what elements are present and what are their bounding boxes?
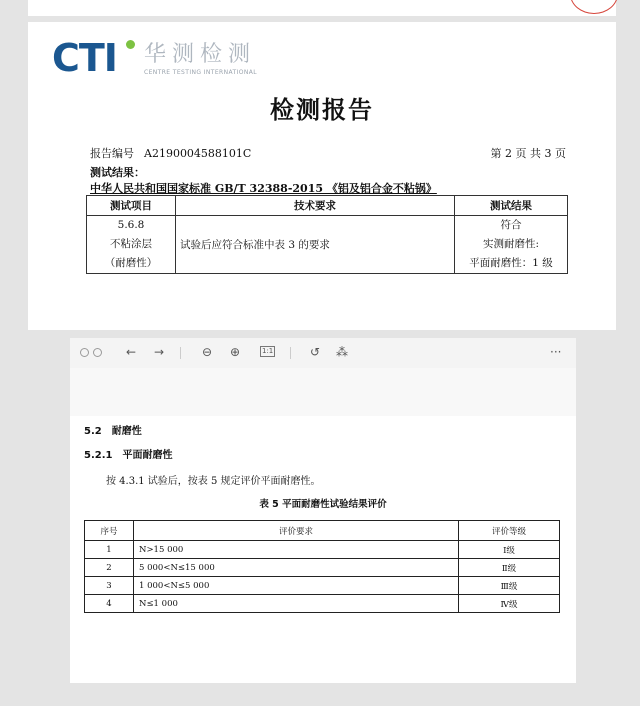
viewer-toolbar — [70, 338, 576, 368]
toolbar-divider — [290, 347, 291, 359]
back-arrow-icon[interactable]: ← — [126, 345, 137, 359]
row-no: 1 — [85, 541, 134, 559]
table-row — [85, 559, 560, 577]
report-title: 检测报告 — [270, 96, 374, 124]
section-number: 5.2 — [84, 426, 102, 437]
viewer-top-margin — [70, 368, 576, 416]
window-minimize-icon[interactable] — [93, 348, 102, 357]
table-header-row — [87, 196, 568, 216]
header-no: 序号 — [85, 521, 134, 541]
row-grade: Ⅰ级 — [459, 541, 560, 559]
result-verdict: 符合 — [500, 219, 522, 231]
row-requirement: N>15 000 — [134, 541, 459, 559]
table-row — [85, 577, 560, 595]
header-grade: 评价等级 — [459, 521, 560, 541]
result-cell — [455, 216, 568, 274]
toolbar-divider — [180, 347, 181, 359]
previous-page-strip — [28, 0, 616, 16]
subsection-number: 5.2.1 — [84, 450, 113, 461]
row-grade: Ⅱ级 — [459, 559, 560, 577]
row-requirement: 1 000<N≤5 000 — [134, 577, 459, 595]
evaluation-table — [84, 520, 560, 613]
row-grade: Ⅳ级 — [459, 595, 560, 613]
magic-wand-icon[interactable]: ⁂ — [336, 345, 348, 359]
standard-title: 中华人民共和国国家标准 GB/T 32388-2015 《铝及铝合金不粘锅》 — [90, 182, 437, 195]
report-number-value: A2190004588101C — [144, 147, 252, 160]
result-measured-label: 实测耐磨性: — [482, 238, 540, 250]
header-test-item: 测试项目 — [87, 196, 176, 216]
test-item-clause: 5.6.8 — [117, 219, 145, 231]
header-result: 测试结果 — [455, 196, 568, 216]
test-item-name: 不粘涂层 — [110, 238, 152, 250]
logo-brand: CTI — [52, 36, 117, 80]
table-caption: 表 5 平面耐磨性试验结果评价 — [259, 499, 387, 510]
table-row — [85, 595, 560, 613]
subsection-title: 平面耐磨性 — [122, 450, 173, 461]
row-no: 4 — [85, 595, 134, 613]
report-number — [90, 145, 251, 161]
test-item-sub: （耐磨性） — [104, 257, 158, 269]
result-label: 测试结果： — [90, 166, 145, 179]
table-row — [87, 216, 568, 274]
header-evaluation-requirement: 评价要求 — [134, 521, 459, 541]
header-requirement: 技术要求 — [176, 196, 455, 216]
row-grade: Ⅲ级 — [459, 577, 560, 595]
report-page — [28, 22, 616, 330]
stamp-seal-arc — [570, 0, 618, 14]
cti-logo — [52, 38, 292, 78]
rotate-icon[interactable]: ↺ — [310, 345, 321, 359]
result-measured-value: 平面耐磨性：1 级 — [469, 257, 553, 269]
table-row — [85, 541, 560, 559]
document-viewer — [70, 338, 576, 683]
result-table — [86, 195, 568, 274]
section-heading — [84, 422, 142, 437]
row-requirement: 5 000<N≤15 000 — [134, 559, 459, 577]
row-no: 2 — [85, 559, 134, 577]
forward-arrow-icon[interactable]: → — [154, 345, 165, 359]
actual-size-icon[interactable]: 1:1 — [262, 347, 274, 355]
section-title: 耐磨性 — [111, 426, 142, 437]
row-requirement: N≤1 000 — [134, 595, 459, 613]
logo-cn-name: 华测检测 — [144, 42, 257, 67]
test-item-cell — [87, 216, 176, 274]
page-info: 第 2 页 共 3 页 — [490, 147, 566, 160]
zoom-out-icon[interactable]: ⊖ — [202, 345, 213, 359]
report-number-label: 报告编号 — [90, 147, 134, 160]
requirement-cell: 试验后应符合标准中表 3 的要求 — [176, 216, 455, 274]
more-options-icon[interactable]: ··· — [550, 345, 562, 359]
paragraph: 按 4.3.1 试验后，按表 5 规定评价平面耐磨性。 — [106, 476, 321, 487]
table-header-row — [85, 521, 560, 541]
logo-dot-icon — [126, 40, 135, 49]
row-no: 3 — [85, 577, 134, 595]
subsection-heading — [84, 446, 172, 461]
logo-en-name: CENTRE TESTING INTERNATIONAL — [144, 69, 258, 76]
window-close-icon[interactable] — [80, 348, 89, 357]
zoom-in-icon[interactable]: ⊕ — [230, 345, 241, 359]
